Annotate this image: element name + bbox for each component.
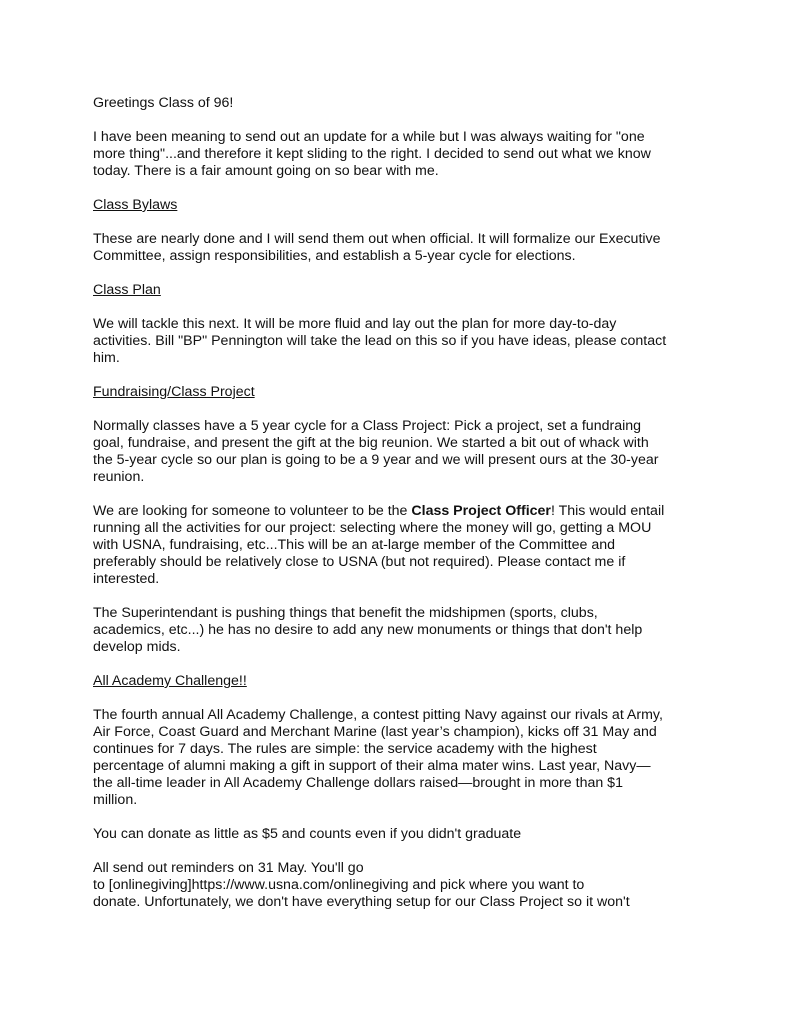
fundraising-p1-line-4: reunion.	[93, 469, 145, 485]
challenge-p1-line-4: percentage of alumni making a gift in support of their alma mater wins. Last year, Navy—	[93, 758, 651, 774]
plan-line-2: activities. Bill "BP" Pennington will take the lead on this so if you have ideas, please contact	[93, 333, 667, 349]
intro-line-3: today. There is a fair amount going on so bear with me.	[93, 163, 439, 179]
challenge-p1-line-3: continues for 7 days. The rules are simple: the service academy with the highest	[93, 741, 597, 757]
fundraising-paragraph-3	[93, 605, 723, 656]
challenge-p1-line-2: Air Force, Coast Guard and Merchant Marine (last year’s champion), kicks off 31 May and	[93, 724, 657, 740]
fundraising-p2-line-1	[93, 503, 723, 520]
plan-line-1: We will tackle this next. It will be more fluid and lay out the plan for more day-to-day	[93, 316, 617, 332]
challenge-paragraph-1	[93, 707, 723, 809]
fundraising-p1-line-2: goal, fundraise, and present the gift at the big reunion. We started a bit out of whack with	[93, 435, 649, 451]
intro-line-1: I have been meaning to send out an update for a while but I was always waiting for "one	[93, 129, 645, 145]
challenge-paragraph-2	[93, 826, 723, 843]
donate-minimum-line: You can donate as little as $5 and counts even if you didn't graduate	[93, 826, 522, 842]
fundraising-p2-line-2: running all the activities for our project: selecting where the money will go, getting a MOU	[93, 520, 652, 536]
fundraising-p2-line-4: preferably should be relatively close to USNA (but not required). Please contact me if	[93, 554, 626, 570]
plan-line-3: him.	[93, 350, 120, 366]
volunteer-text-pre: We are looking for someone to volunteer to be the	[93, 503, 412, 519]
fundraising-heading: Fundraising/Class Project	[93, 384, 255, 400]
intro-line-2: more thing"...and therefore it kept sliding to the right. I decided to send out what we know	[93, 146, 651, 162]
greeting: Greetings Class of 96!	[93, 95, 234, 111]
challenge-p3-line-3: donate. Unfortunately, we don't have everything setup for our Class Project so it won't	[93, 894, 630, 910]
challenge-p3-line-1: All send out reminders on 31 May. You'll go	[93, 860, 364, 876]
bylaws-line-2: Committee, assign responsibilities, and establish a 5-year cycle for elections.	[93, 248, 576, 264]
challenge-p1-line-1: The fourth annual All Academy Challenge, a contest pitting Navy against our rivals at Army,	[93, 707, 663, 723]
fundraising-p2-line-5: interested.	[93, 571, 160, 587]
fundraising-p3-line-1: The Superintendant is pushing things that benefit the midshipmen (sports, clubs,	[93, 605, 598, 621]
bylaws-line-1: These are nearly done and I will send them out when official. It will formalize our Executive	[93, 231, 661, 247]
letter-body	[93, 95, 723, 928]
class-project-officer-emphasis: Class Project Officer	[411, 503, 551, 519]
fundraising-p1-line-1: Normally classes have a 5 year cycle for a Class Project: Pick a project, set a fundraing	[93, 418, 642, 434]
class-plan-paragraph	[93, 316, 723, 367]
class-plan-heading: Class Plan	[93, 282, 161, 298]
fundraising-p3-line-3: develop mids.	[93, 639, 181, 655]
fundraising-paragraph-1	[93, 418, 723, 486]
fundraising-p2-line-3: with USNA, fundraising, etc...This will be an at-large member of the Committee and	[93, 537, 616, 553]
fundraising-p3-line-2: academics, etc...) he has no desire to add any new monuments or things that don't help	[93, 622, 643, 638]
fundraising-paragraph-2	[93, 503, 723, 588]
challenge-paragraph-3	[93, 860, 723, 911]
fundraising-p1-line-3: the 5-year cycle so our plan is going to be a 9 year and we will present ours at the 30-year	[93, 452, 659, 468]
all-academy-challenge-heading: All Academy Challenge!!	[93, 673, 247, 689]
challenge-p3-line-2: to [onlinegiving]https://www.usna.com/onlinegiving and pick where you want to	[93, 877, 585, 893]
volunteer-text-post: ! This would entail	[550, 503, 665, 519]
class-bylaws-heading: Class Bylaws	[93, 197, 178, 213]
challenge-p1-line-5: the all-time leader in All Academy Challenge dollars raised—brought in more than $1	[93, 775, 623, 791]
challenge-p1-line-6: million.	[93, 792, 138, 808]
intro-paragraph	[93, 129, 723, 180]
class-bylaws-paragraph	[93, 231, 723, 265]
